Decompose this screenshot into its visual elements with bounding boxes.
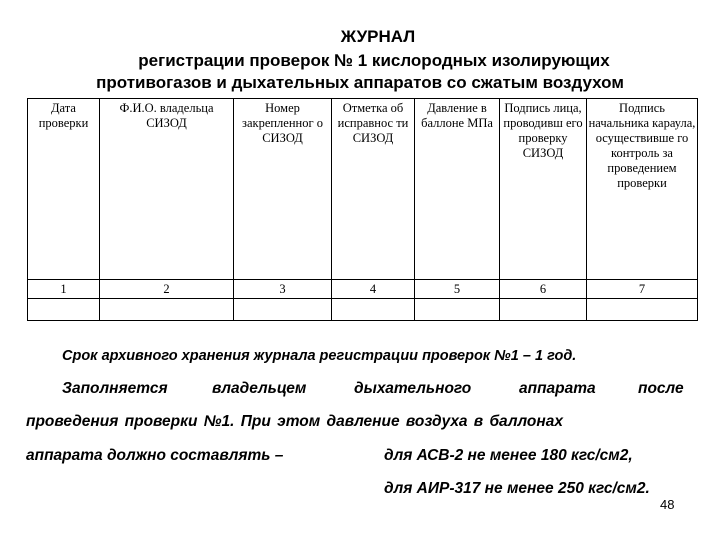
table-header-row: [28, 99, 698, 280]
instruction-word: Заполняется: [62, 380, 168, 397]
column-number: 5: [415, 280, 500, 299]
header-serviceability-mark: Отметка об исправнос ти СИЗОД: [332, 99, 415, 280]
journal-table: [27, 98, 698, 321]
empty-cell: [234, 299, 332, 321]
header-inspector-signature: Подпись лица, проводивш его проверку СИЗОД: [500, 99, 587, 280]
header-owner-name: Ф.И.О. владельца СИЗОД: [100, 99, 234, 280]
instruction-word: аппарата: [519, 380, 596, 397]
column-number: 7: [587, 280, 698, 299]
table-row: [28, 299, 698, 321]
empty-cell: [100, 299, 234, 321]
column-number: 3: [234, 280, 332, 299]
journal-title: ЖУРНАЛ: [340, 27, 416, 46]
instruction-word: после: [638, 380, 684, 397]
empty-cell: [332, 299, 415, 321]
instruction-word: дыхательного: [354, 380, 472, 397]
pressure-requirement-air317: для АИР-317 не менее 250 кгс/см2.: [384, 480, 650, 497]
column-number: 6: [500, 280, 587, 299]
instruction-line-2: проведения проверки №1. При этом давление воздуха в баллонах: [26, 413, 563, 430]
header-device-number: Номер закрепленног о СИЗОД: [234, 99, 332, 280]
column-number: 2: [100, 280, 234, 299]
column-number: 1: [28, 280, 100, 299]
column-number: 4: [332, 280, 415, 299]
header-chief-signature: Подпись начальника караула, осуществивше го контроль за проведением проверки: [587, 99, 698, 280]
archive-note: Срок архивного хранения журнала регистрации проверок №1 – 1 год.: [62, 348, 577, 364]
empty-cell: [28, 299, 100, 321]
instruction-word: владельцем: [212, 380, 307, 397]
column-number-row: [28, 280, 698, 299]
empty-cell: [415, 299, 500, 321]
pressure-requirement-asv2: для АСВ-2 не менее 180 кгс/см2,: [384, 447, 633, 464]
empty-cell: [587, 299, 698, 321]
journal-subtitle-line-1: регистрации проверок № 1 кислородных изолирующих: [138, 51, 610, 70]
header-cylinder-pressure: Давление в баллоне МПа: [415, 99, 500, 280]
journal-subtitle-line-2: противогазов и дыхательных аппаратов со сжатым воздухом: [96, 73, 624, 92]
page-number: 48: [660, 497, 675, 512]
instruction-line-3: аппарата должно составлять –: [26, 447, 284, 464]
empty-cell: [500, 299, 587, 321]
header-date: Дата проверки: [28, 99, 100, 280]
